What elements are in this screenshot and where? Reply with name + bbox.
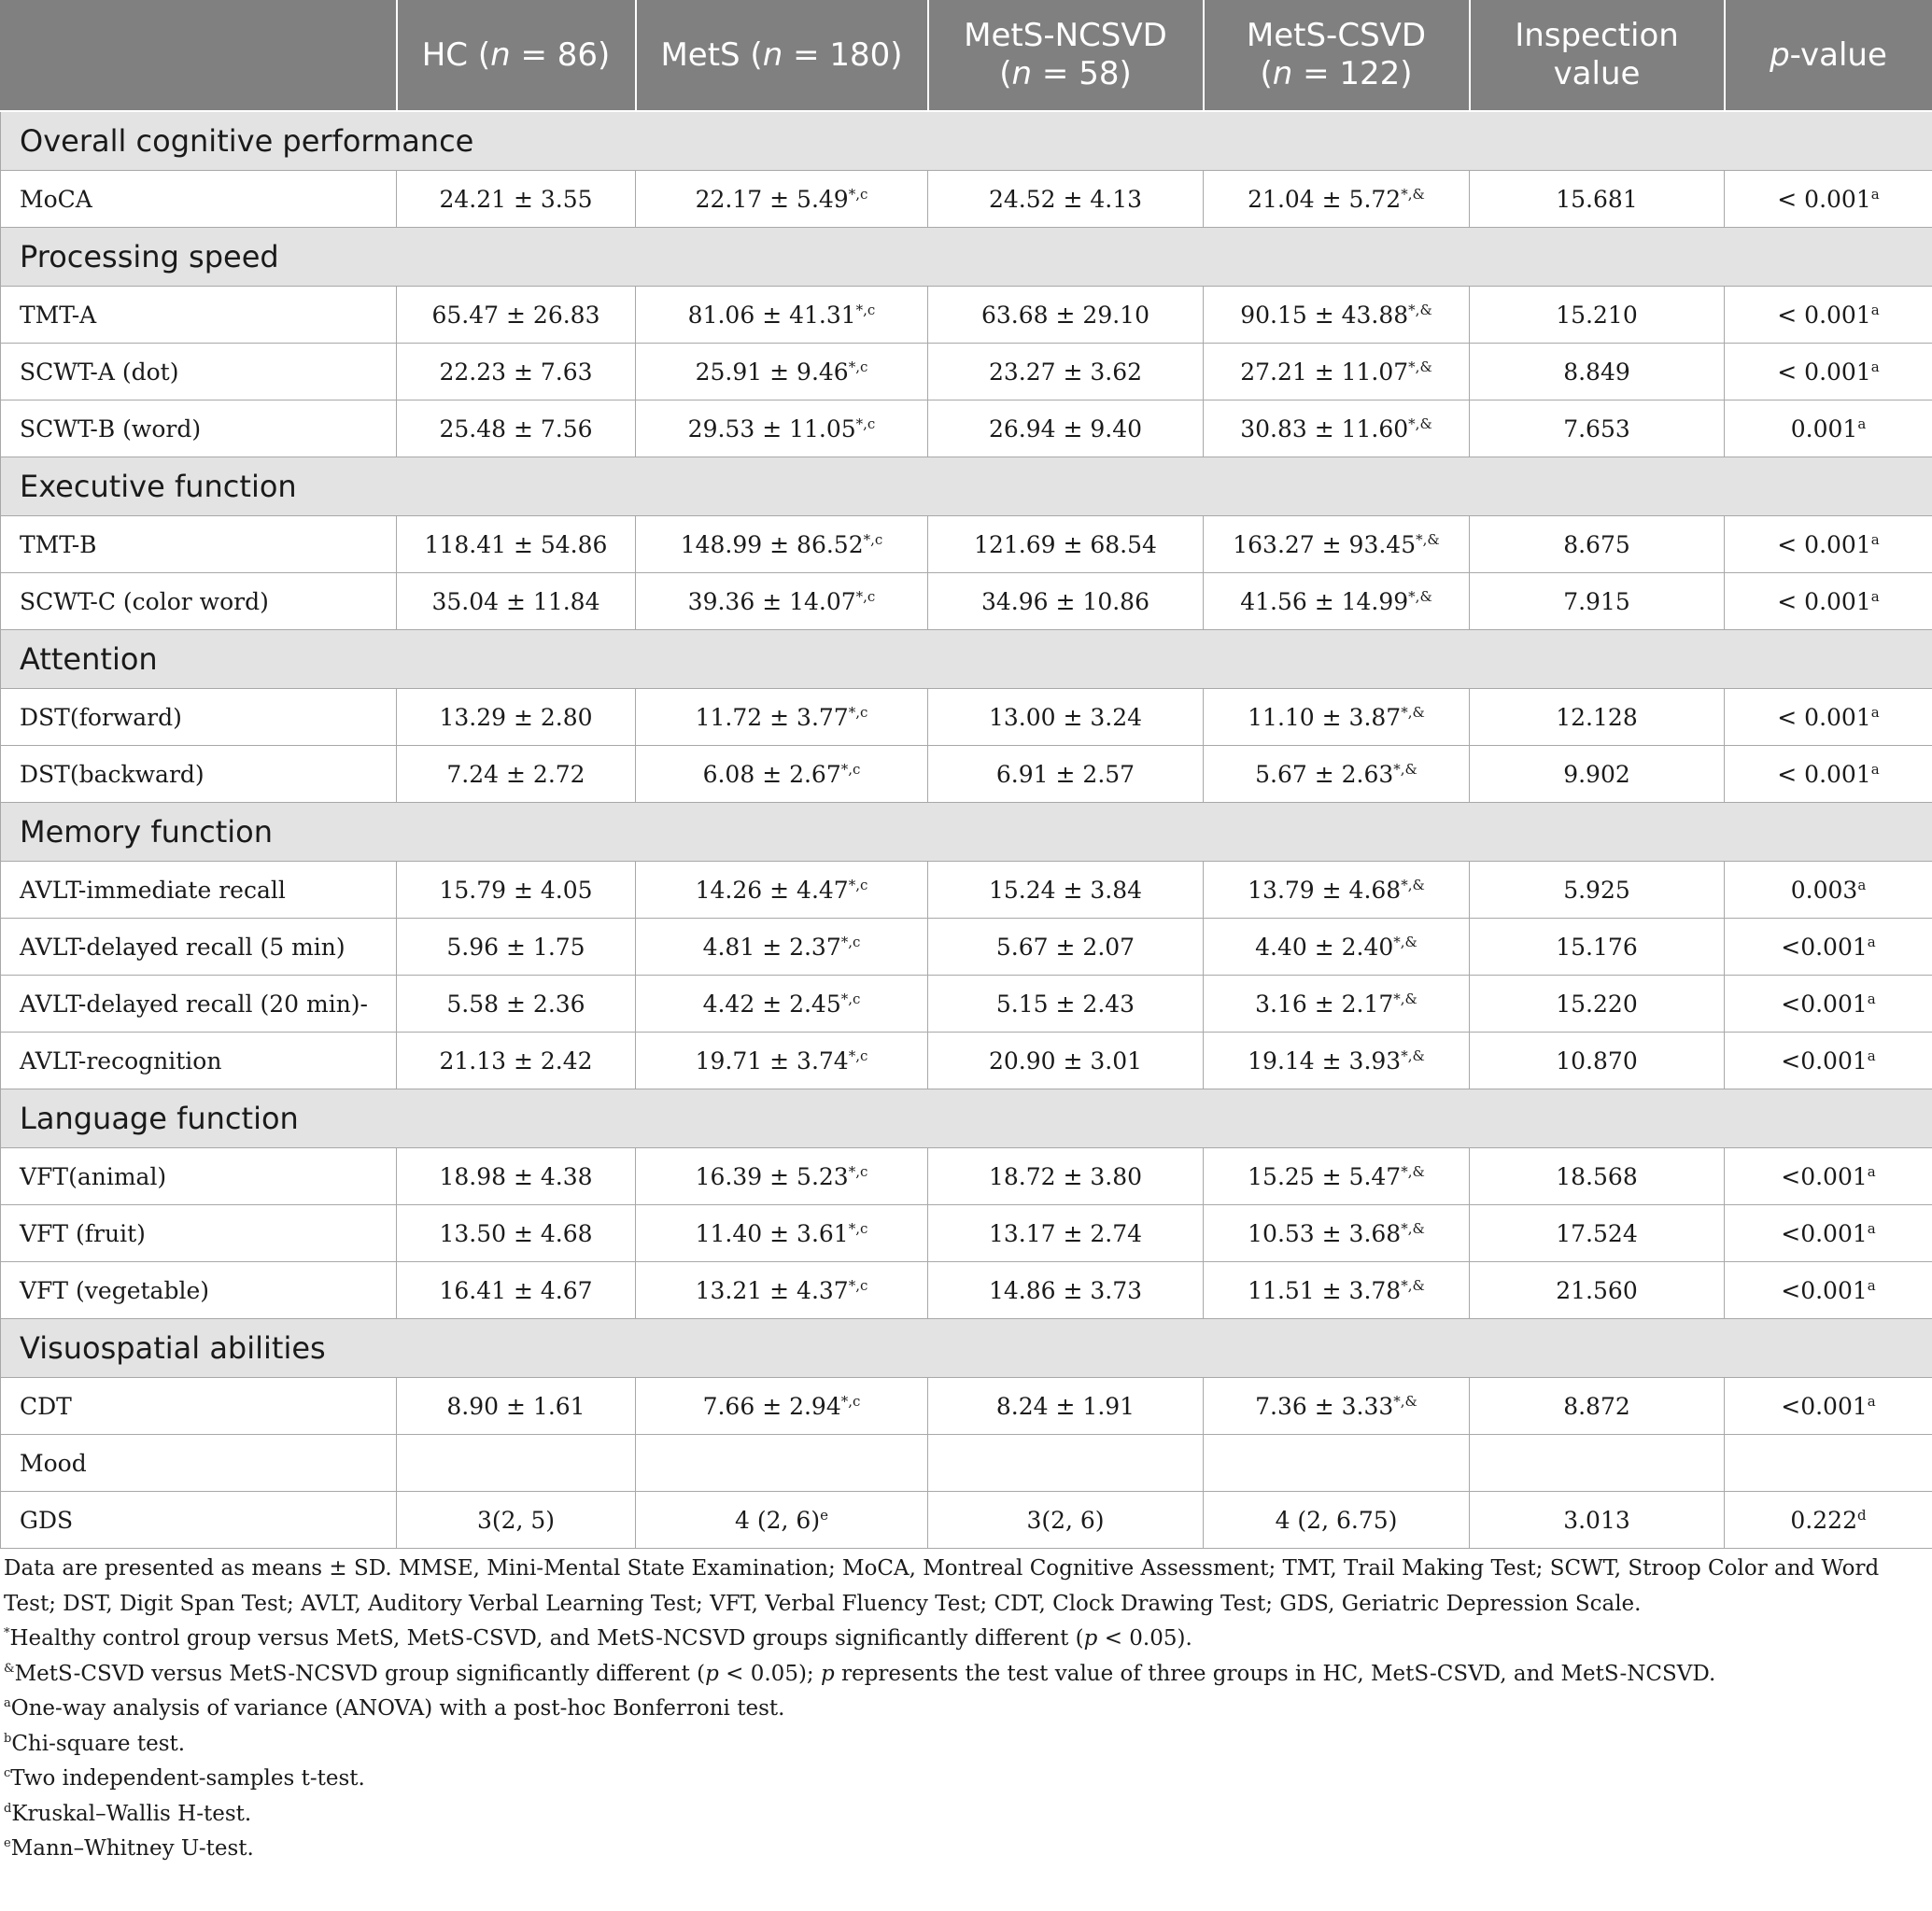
cell-p-value: < 0.001$^a$ [1725,573,1932,630]
row-label: AVLT-delayed recall (5 min) [1,919,397,976]
header-hc: HC (n = 86) [397,0,636,111]
cell-hc: 16.41 ± 4.67 [397,1262,636,1319]
section-title: Attention [1,630,1932,689]
cell-hc: 18.98 ± 4.38 [397,1148,636,1205]
footnote-mark: *,& [1393,1392,1417,1410]
footnote-mark: a [1870,358,1880,375]
section-header-row [1,111,1932,171]
table-row [1,171,1932,228]
cell-hc: 65.47 ± 26.83 [397,287,636,344]
table-row [1,1262,1932,1319]
footnote-mark: a [1870,587,1880,605]
footnote-mark: *,& [1408,415,1432,432]
cell-mets-csvd: 3.16 ± 2.17*,& [1204,976,1470,1033]
cell-hc: 21.13 ± 2.42 [397,1033,636,1089]
footnote-e: $^e$Mann–Whitney U-test. [4,1836,254,1861]
table-row [1,1205,1932,1262]
cell-mets: $22.17 \pm 5.49^{*,c}$ [636,171,928,228]
cell-hc: 13.50 ± 4.68 [397,1205,636,1262]
table-row [1,1492,1932,1549]
footnote-c: $^c$Two independent-samples t-test. [4,1766,365,1791]
row-label: Mood [1,1435,397,1492]
cell-p-value: <0.001$^a$ [1725,1205,1932,1262]
cell-mets-ncsvd: 13.17 ± 2.74 [928,1205,1204,1262]
cell-mets: $81.06 \pm 41.31^{*,c}$ [636,287,928,344]
cell-p-value: 0.222$^d$ [1725,1492,1932,1549]
row-label: MoCA [1,171,397,228]
footnote-mark: *,& [1408,587,1432,605]
cell-mets-csvd: 30.83 ± 11.60*,& [1204,400,1470,457]
cell-mets-ncsvd: 5.15 ± 2.43 [928,976,1204,1033]
footnote-mark: *,c [863,530,883,548]
cell-mets: 4 (2, 6)$^e$ [636,1492,928,1549]
header-p-value: p-value [1725,0,1932,111]
section-header-row [1,1089,1932,1148]
cell-mets: $14.26 \pm 4.47^{*,c}$ [636,862,928,919]
cell-inspection-value: 12.128 [1470,689,1725,746]
cell-mets-ncsvd: 18.72 ± 3.80 [928,1148,1204,1205]
cell-hc: 25.48 ± 7.56 [397,400,636,457]
footnote-mark: d [1856,1506,1867,1524]
footnote-ampersand: &MetS-CSVD versus MetS-NCSVD group significantly different (p < 0.05); p represents the test value of three groups in HC, MetS-CSVD, and MetS-NCSVD. [4,1661,1716,1686]
row-label: AVLT-recognition [1,1033,397,1089]
cell-inspection-value: 8.872 [1470,1378,1725,1435]
footnote-mark: a [1867,990,1876,1007]
cell-inspection-value: 3.013 [1470,1492,1725,1549]
row-label: AVLT-delayed recall (20 min)- [1,976,397,1033]
cell-mets: $39.36 \pm 14.07^{*,c}$ [636,573,928,630]
row-label: DST(backward) [1,746,397,803]
table-row [1,1033,1932,1089]
cell-mets-ncsvd: 13.00 ± 3.24 [928,689,1204,746]
cell-mets-csvd: 27.21 ± 11.07*,& [1204,344,1470,400]
row-label: AVLT-immediate recall [1,862,397,919]
footnote-mark: *,& [1401,703,1425,721]
cell-inspection-value: 15.220 [1470,976,1725,1033]
cell-mets-ncsvd: 3(2, 6) [928,1492,1204,1549]
section-title: Memory function [1,803,1932,862]
cell-inspection-value [1470,1435,1725,1492]
cell-p-value: < 0.001$^a$ [1725,344,1932,400]
footnote-mark: *,c [848,876,868,893]
cell-mets: $4.42 \pm 2.45^{*,c}$ [636,976,928,1033]
section-header-row [1,1319,1932,1378]
cell-inspection-value: 17.524 [1470,1205,1725,1262]
section-header-row [1,803,1932,862]
footnote-mark: *,& [1393,933,1417,950]
section-title: Executive function [1,457,1932,516]
row-label: TMT-B [1,516,397,573]
cell-inspection-value: 21.560 [1470,1262,1725,1319]
cell-p-value: <0.001$^a$ [1725,919,1932,976]
table-row [1,976,1932,1033]
cell-hc: 3(2, 5) [397,1492,636,1549]
footnote-mark: *,c [848,703,868,721]
cell-mets [636,1435,928,1492]
footnote-mark: *,& [1401,876,1425,893]
cell-mets-csvd: 15.25 ± 5.47*,& [1204,1148,1470,1205]
table-row [1,689,1932,746]
cell-p-value: 0.003$^a$ [1725,862,1932,919]
cell-inspection-value: 8.675 [1470,516,1725,573]
cell-hc: 5.96 ± 1.75 [397,919,636,976]
row-label: GDS [1,1492,397,1549]
footnote-mark: *,& [1401,1162,1425,1180]
cell-hc: 8.90 ± 1.61 [397,1378,636,1435]
cell-mets: $16.39 \pm 5.23^{*,c}$ [636,1148,928,1205]
footnote-mark: *,c [848,1162,868,1180]
footnote-mark: a [1870,760,1880,778]
footnote-mark: *,c [840,1392,861,1410]
table-row [1,1435,1932,1492]
footnote-mark: *,c [855,301,876,318]
cell-mets-csvd: 7.36 ± 3.33*,& [1204,1378,1470,1435]
table-row [1,746,1932,803]
table-row [1,344,1932,400]
table-row [1,1378,1932,1435]
footnote-mark: *,& [1401,1276,1425,1294]
footnote-mark: a [1870,185,1880,203]
footnote-mark: a [1867,1219,1876,1237]
row-label: TMT-A [1,287,397,344]
footnote-mark: *,c [840,933,861,950]
row-label: SCWT-C (color word) [1,573,397,630]
footnote-mark: *,& [1393,990,1417,1007]
cell-p-value: <0.001$^a$ [1725,976,1932,1033]
cell-mets: $13.21 \pm 4.37^{*,c}$ [636,1262,928,1319]
footnote-mark: a [1867,933,1876,950]
cell-mets-ncsvd: 8.24 ± 1.91 [928,1378,1204,1435]
row-label: DST(forward) [1,689,397,746]
cell-mets: $148.99 \pm 86.52^{*,c}$ [636,516,928,573]
cell-mets-csvd [1204,1435,1470,1492]
cell-p-value: < 0.001$^a$ [1725,746,1932,803]
cell-mets-ncsvd: 5.67 ± 2.07 [928,919,1204,976]
footnote-mark: a [1870,703,1880,721]
cell-p-value: <0.001$^a$ [1725,1262,1932,1319]
cell-hc: 13.29 ± 2.80 [397,689,636,746]
header-mets-csvd: MetS-CSVD (n = 122) [1204,0,1470,111]
footnote-mark: *,& [1393,760,1417,778]
cell-mets-csvd: 10.53 ± 3.68*,& [1204,1205,1470,1262]
section-title: Overall cognitive performance [1,111,1932,171]
section-header-row [1,457,1932,516]
footnote-mark: *,& [1401,1219,1425,1237]
cell-mets-csvd: 4.40 ± 2.40*,& [1204,919,1470,976]
table-row [1,400,1932,457]
footnote-b: $^b$Chi-square test. [4,1731,186,1756]
cell-mets-ncsvd: 23.27 ± 3.62 [928,344,1204,400]
cell-inspection-value: 8.849 [1470,344,1725,400]
section-title: Processing speed [1,228,1932,287]
header-mets: MetS (n = 180) [636,0,928,111]
cell-p-value: < 0.001$^a$ [1725,171,1932,228]
footnote-mark: a [1857,415,1867,432]
footnote-abbreviations: Data are presented as means ± SD. MMSE, Mini-Mental State Examination; MoCA, Montreal Cognitive Assessment; TMT, Trail Making Test; SCWT, Stroop Color and Word Test; DST, Digit Span Test; AVLT, Auditory Verbal Learning Test; VFT, Verbal Fluency Test; CDT, Clock Drawing Test; GDS, Geriatric Depression Scale. [4,1556,1880,1616]
cell-mets-ncsvd: 24.52 ± 4.13 [928,171,1204,228]
footnote-mark: a [1870,530,1880,548]
cell-mets: $11.72 \pm 3.77^{*,c}$ [636,689,928,746]
footnote-mark: *,c [855,587,876,605]
header-mets-ncsvd: MetS-NCSVD (n = 58) [928,0,1204,111]
row-label: SCWT-B (word) [1,400,397,457]
footnote-mark: *,c [848,1047,868,1064]
cell-mets-ncsvd: 15.24 ± 3.84 [928,862,1204,919]
cell-mets-ncsvd: 121.69 ± 68.54 [928,516,1204,573]
section-header-row [1,630,1932,689]
table-row [1,1148,1932,1205]
footnote-mark: *,c [848,358,868,375]
cell-p-value [1725,1435,1932,1492]
table-row [1,862,1932,919]
section-title: Visuospatial abilities [1,1319,1932,1378]
footnote-mark: a [1870,301,1880,318]
row-label: VFT (vegetable) [1,1262,397,1319]
cell-mets-ncsvd [928,1435,1204,1492]
cell-hc: 15.79 ± 4.05 [397,862,636,919]
cell-inspection-value: 15.176 [1470,919,1725,976]
cell-hc [397,1435,636,1492]
cell-mets-ncsvd: 14.86 ± 3.73 [928,1262,1204,1319]
section-header-row [1,228,1932,287]
table-row [1,919,1932,976]
footnote-mark: *,c [848,185,868,203]
cell-mets-ncsvd: 63.68 ± 29.10 [928,287,1204,344]
row-label: SCWT-A (dot) [1,344,397,400]
cell-mets-csvd: 11.51 ± 3.78*,& [1204,1262,1470,1319]
cell-mets: $6.08 \pm 2.67^{*,c}$ [636,746,928,803]
cell-mets: $4.81 \pm 2.37^{*,c}$ [636,919,928,976]
row-label: VFT (fruit) [1,1205,397,1262]
footnote-d: $^d$Kruskal–Wallis H-test. [4,1801,252,1826]
cell-p-value: 0.001$^a$ [1725,400,1932,457]
cell-mets-csvd: 21.04 ± 5.72*,& [1204,171,1470,228]
cell-inspection-value: 10.870 [1470,1033,1725,1089]
cell-p-value: < 0.001$^a$ [1725,689,1932,746]
footnote-mark: *,& [1401,185,1425,203]
cell-hc: 35.04 ± 11.84 [397,573,636,630]
cell-hc: 22.23 ± 7.63 [397,344,636,400]
table-row [1,573,1932,630]
table-row [1,516,1932,573]
cell-mets-ncsvd: 34.96 ± 10.86 [928,573,1204,630]
cell-p-value: <0.001$^a$ [1725,1148,1932,1205]
cell-mets-ncsvd: 6.91 ± 2.57 [928,746,1204,803]
table-footnotes [0,1549,1932,1867]
footnote-mark: a [1867,1392,1876,1410]
cell-mets-csvd: 11.10 ± 3.87*,& [1204,689,1470,746]
row-label: CDT [1,1378,397,1435]
cell-inspection-value: 7.653 [1470,400,1725,457]
row-label: VFT(animal) [1,1148,397,1205]
footnote-mark: *,c [840,990,861,1007]
cell-mets-csvd: 5.67 ± 2.63*,& [1204,746,1470,803]
footnote-a: $^a$One-way analysis of variance (ANOVA) with a post-hoc Bonferroni test. [4,1696,785,1721]
cell-mets-csvd: 41.56 ± 14.99*,& [1204,573,1470,630]
footnote-star: *Healthy control group versus MetS, MetS-CSVD, and MetS-NCSVD groups significantly different (p < 0.05). [4,1626,1192,1651]
section-title: Language function [1,1089,1932,1148]
cell-inspection-value: 9.902 [1470,746,1725,803]
cell-inspection-value: 7.915 [1470,573,1725,630]
footnote-mark: *,c [855,415,876,432]
cell-mets: $25.91 \pm 9.46^{*,c}$ [636,344,928,400]
footnote-mark: *,& [1401,1047,1425,1064]
cell-mets-csvd: 4 (2, 6.75) [1204,1492,1470,1549]
cell-inspection-value: 15.681 [1470,171,1725,228]
footnote-mark: e [820,1506,828,1524]
footnote-mark: *,c [848,1219,868,1237]
footnote-mark: a [1867,1047,1876,1064]
cell-inspection-value: 18.568 [1470,1148,1725,1205]
cell-mets: $7.66 \pm 2.94^{*,c}$ [636,1378,928,1435]
footnote-mark: a [1857,876,1867,893]
cell-mets-csvd: 13.79 ± 4.68*,& [1204,862,1470,919]
cell-hc: 24.21 ± 3.55 [397,171,636,228]
cell-mets-ncsvd: 26.94 ± 9.40 [928,400,1204,457]
cell-mets: $19.71 \pm 3.74^{*,c}$ [636,1033,928,1089]
cell-mets-csvd: 163.27 ± 93.45*,& [1204,516,1470,573]
cell-p-value: <0.001$^a$ [1725,1033,1932,1089]
cell-hc: 118.41 ± 54.86 [397,516,636,573]
cell-mets: $29.53 \pm 11.05^{*,c}$ [636,400,928,457]
cell-hc: 5.58 ± 2.36 [397,976,636,1033]
footnote-mark: *,c [840,760,861,778]
table-row [1,287,1932,344]
cell-inspection-value: 5.925 [1470,862,1725,919]
cell-mets-csvd: 90.15 ± 43.88*,& [1204,287,1470,344]
footnote-mark: a [1867,1276,1876,1294]
cell-mets-ncsvd: 20.90 ± 3.01 [928,1033,1204,1089]
header-inspection-value: Inspection value [1470,0,1725,111]
footnote-mark: *,c [848,1276,868,1294]
footnote-mark: *,& [1416,530,1440,548]
footnote-mark: *,& [1408,358,1432,375]
cell-mets-csvd: 19.14 ± 3.93*,& [1204,1033,1470,1089]
table-body [1,111,1932,1549]
cell-hc: 7.24 ± 2.72 [397,746,636,803]
cell-mets: $11.40 \pm 3.61^{*,c}$ [636,1205,928,1262]
cell-p-value: < 0.001$^a$ [1725,516,1932,573]
cell-inspection-value: 15.210 [1470,287,1725,344]
header-row [1,0,1932,111]
header-blank [1,0,397,111]
cell-p-value: <0.001$^a$ [1725,1378,1932,1435]
footnote-mark: a [1867,1162,1876,1180]
cell-p-value: < 0.001$^a$ [1725,287,1932,344]
footnote-mark: *,& [1408,301,1432,318]
